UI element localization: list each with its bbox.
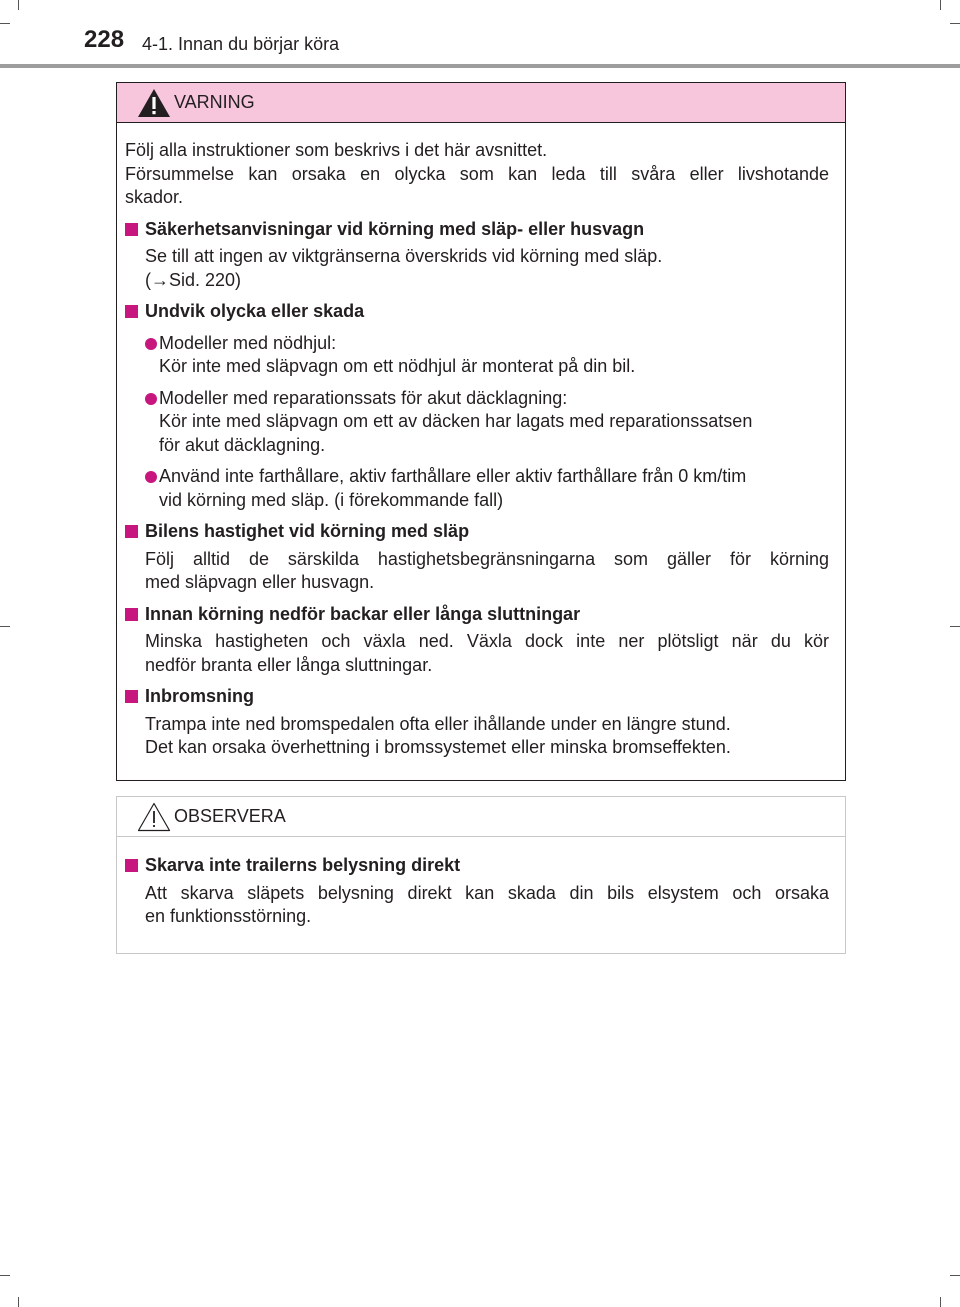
warning-triangle-icon: [137, 88, 171, 118]
intro-line: skador.: [125, 187, 184, 207]
crop-mark: [0, 23, 10, 24]
bullet-line: Kör inte med släpvagn om ett av däcken har lagats med reparationssatsen: [159, 411, 753, 431]
crop-mark: [18, 1297, 19, 1307]
intro-line: Följ alla instruktioner som beskrivs i det här avsnittet.: [125, 140, 548, 160]
section-body: [125, 245, 829, 292]
warning-box: [116, 82, 846, 781]
circle-bullet-icon: [145, 393, 157, 405]
body-line: Minska hastigheten och växla ned. Växla dock inte ner plötsligt när du kör: [145, 631, 829, 651]
square-bullet-icon: [125, 608, 138, 621]
list-item: [125, 465, 837, 512]
body-line: en funktionsstörning.: [145, 906, 312, 926]
notice-title: OBSERVERA: [174, 806, 286, 826]
section-title: 4-1. Innan du börjar köra: [142, 34, 340, 54]
section-body: [125, 630, 829, 677]
intro-line: Försummelse kan orsaka en olycka som kan leda till svåra eller livshotande: [125, 163, 829, 184]
body-line: Att skarva släpets belysning direkt kan skada din bils elsystem och orsaka: [145, 882, 829, 903]
circle-bullet-icon: [145, 471, 157, 483]
body-line: Se till att ingen av viktgränserna överskrids vid körning med släp.: [145, 246, 663, 266]
bullet-line: Modeller med nödhjul:: [159, 332, 337, 353]
square-bullet-icon: [125, 690, 138, 703]
page-number: 228: [84, 26, 125, 53]
circle-bullet-icon: [145, 338, 157, 350]
crop-mark: [950, 23, 960, 24]
bullet-line: Modeller med reparationssats för akut däcklagning:: [159, 387, 568, 408]
caution-triangle-icon: [137, 802, 171, 832]
crop-mark: [0, 1275, 10, 1276]
page-reference: (→Sid. 220): [145, 269, 242, 290]
bullet-line: vid körning med släp. (i förekommande fall): [159, 489, 504, 510]
section-heading: Inbromsning: [125, 685, 837, 709]
square-bullet-icon: [125, 305, 138, 318]
warning-body: [117, 123, 845, 760]
section-body: [125, 882, 829, 929]
crop-mark: [950, 626, 960, 627]
square-bullet-icon: [125, 223, 138, 236]
crop-mark: [18, 0, 19, 10]
body-line: Trampa inte ned bromspedalen ofta eller ihållande under en längre stund.: [145, 713, 731, 734]
notice-box: [116, 796, 846, 954]
crop-mark: [940, 1297, 941, 1307]
body-line: nedför branta eller långa sluttningar.: [145, 654, 433, 675]
section-body: [125, 713, 829, 760]
section-heading: Skarva inte trailerns belysning direkt: [125, 854, 837, 878]
warning-header: [117, 83, 845, 123]
square-bullet-icon: [125, 859, 138, 872]
warning-title: VARNING: [174, 92, 255, 112]
section-heading: Undvik olycka eller skada: [125, 300, 837, 324]
bullet-line: för akut däcklagning.: [159, 434, 326, 455]
warning-intro: [125, 139, 829, 210]
section-heading: Innan körning nedför backar eller långa sluttningar: [125, 603, 837, 627]
section-heading: Säkerhetsanvisningar vid körning med släp- eller husvagn: [125, 218, 837, 242]
section-heading: Bilens hastighet vid körning med släp: [125, 520, 837, 544]
bullet-line: Kör inte med släpvagn om ett nödhjul är monterat på din bil.: [159, 356, 636, 376]
list-item: [125, 332, 837, 379]
list-item: [125, 387, 837, 458]
crop-mark: [0, 626, 10, 627]
body-line: Det kan orsaka överhettning i bromssystemet eller minska bromseffekten.: [145, 737, 731, 757]
notice-header: [117, 797, 845, 837]
section-body: [125, 548, 829, 595]
crop-mark: [940, 0, 941, 10]
square-bullet-icon: [125, 525, 138, 538]
notice-body: [117, 837, 845, 929]
crop-mark: [950, 1275, 960, 1276]
bullet-line: Använd inte farthållare, aktiv farthållare eller aktiv farthållare från 0 km/tim: [159, 466, 747, 486]
body-line: Följ alltid de särskilda hastighetsbegränsningarna som gäller för körning: [145, 548, 829, 569]
body-line: med släpvagn eller husvagn.: [145, 572, 375, 592]
header-rule: [0, 64, 960, 68]
